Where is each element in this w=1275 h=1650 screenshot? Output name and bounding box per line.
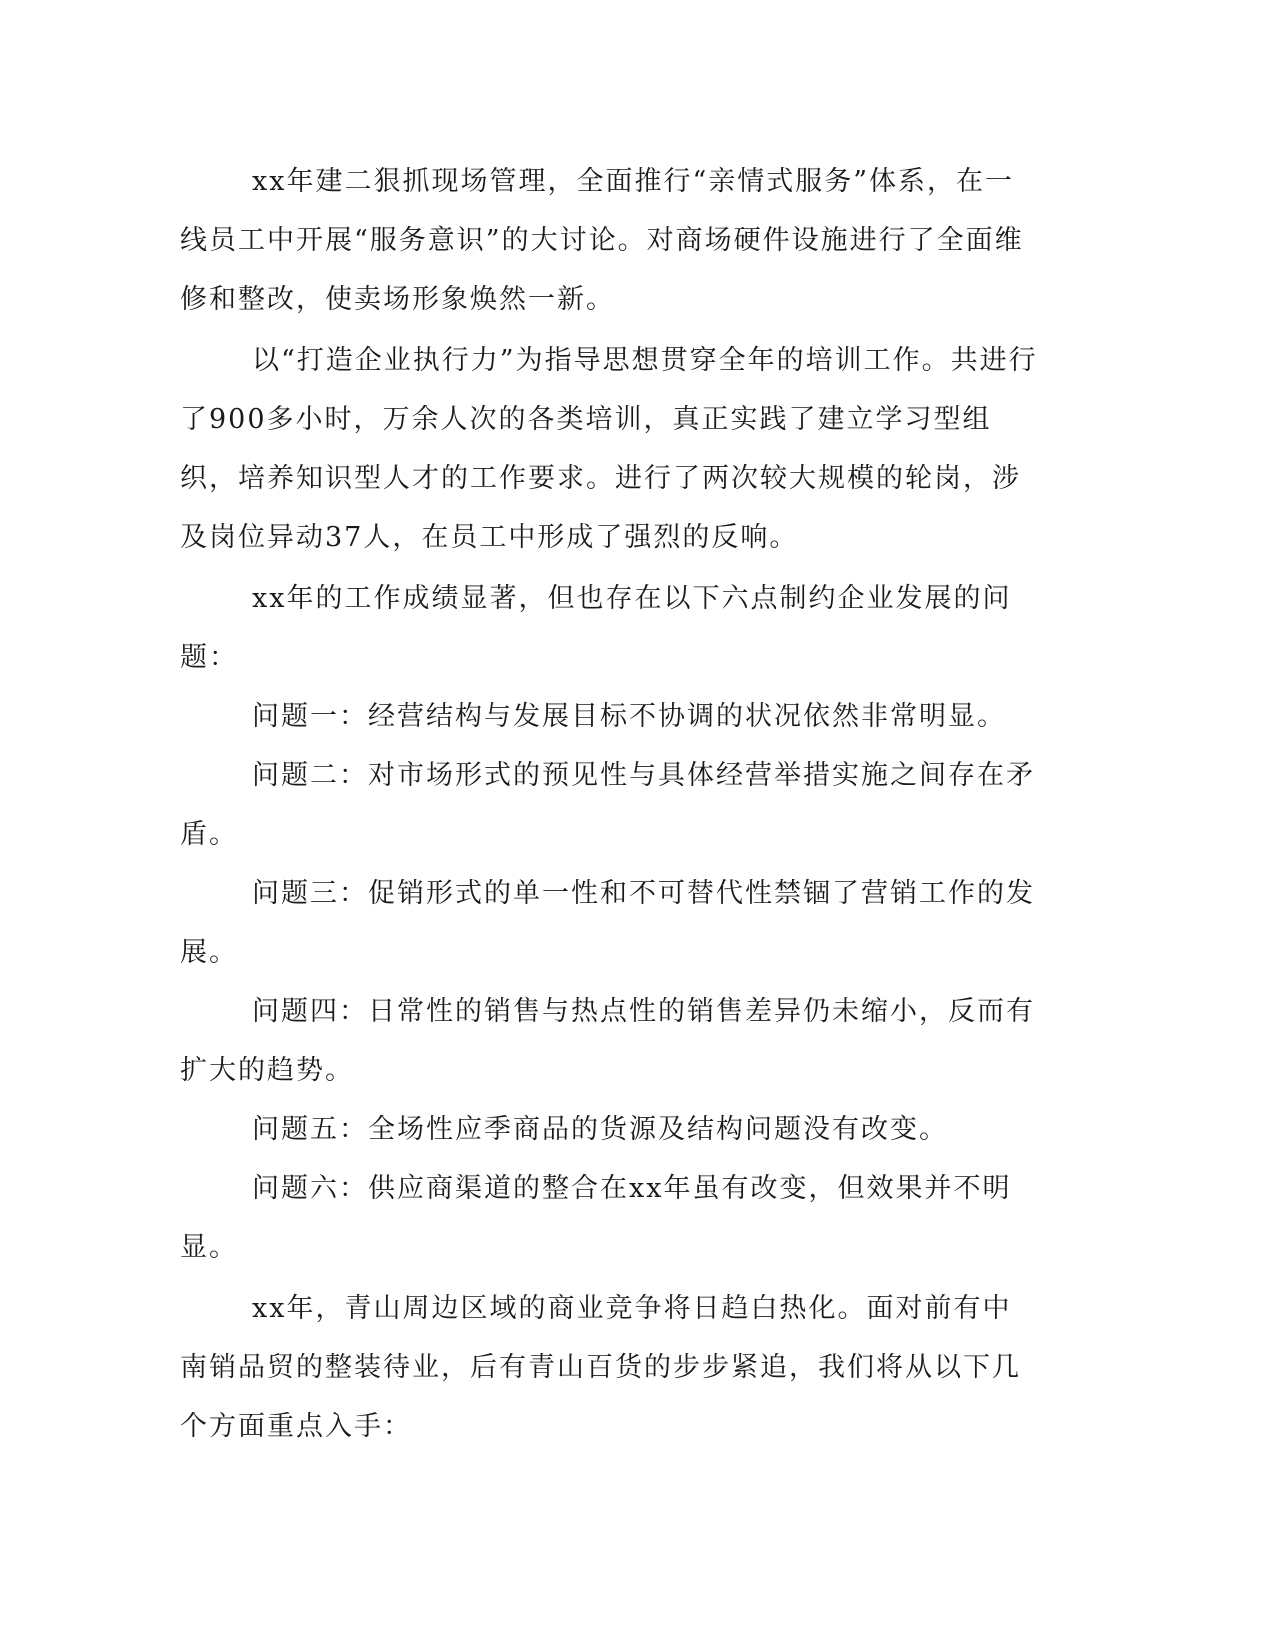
paragraph-problem-4: 问题四：日常性的销售与热点性的销售差异仍未缩小，反而有扩大的趋势。 [180, 996, 1035, 1086]
paragraph-competition: xx年，青山周边区域的商业竞争将日趋白热化。面对前有中南销品贸的整装待业，后有青山百货的步步紧追，我们将从以下几个方面重点入手： [180, 1293, 1021, 1442]
paragraph-service-management: xx年建二狠抓现场管理，全面推行“亲情式服务”体系，在一线员工中开展“服务意识”的大讨论。对商场硬件设施进行了全面维修和整改，使卖场形象焕然一新。 [180, 166, 1024, 315]
paragraph-problem-3: 问题三：促销形式的单一性和不可替代性禁锢了营销工作的发展。 [180, 878, 1035, 968]
paragraph-problem-1: 问题一：经营结构与发展目标不协调的状况依然非常明显。 [252, 701, 1006, 732]
paragraph-training: 以“打造企业执行力”为指导思想贯穿全年的培训工作。共进行了900多小时，万余人次的各类培训，真正实践了建立学习型组织，培养知识型人才的工作要求。进行了两次较大规模的轮岗，涉及岗位异动37人，在员工中形成了强烈的反响。 [180, 345, 1038, 553]
paragraph-problem-6: 问题六：供应商渠道的整合在xx年虽有改变，但效果并不明显。 [180, 1173, 1012, 1263]
paragraph-problem-5: 问题五：全场性应季商品的货源及结构问题没有改变。 [252, 1114, 948, 1145]
document-body [180, 152, 1040, 1458]
paragraph-problems-intro: xx年的工作成绩显著，但也存在以下六点制约企业发展的问题： [180, 583, 1012, 673]
paragraph-problem-2: 问题二：对市场形式的预见性与具体经营举措实施之间存在矛盾。 [180, 760, 1035, 850]
